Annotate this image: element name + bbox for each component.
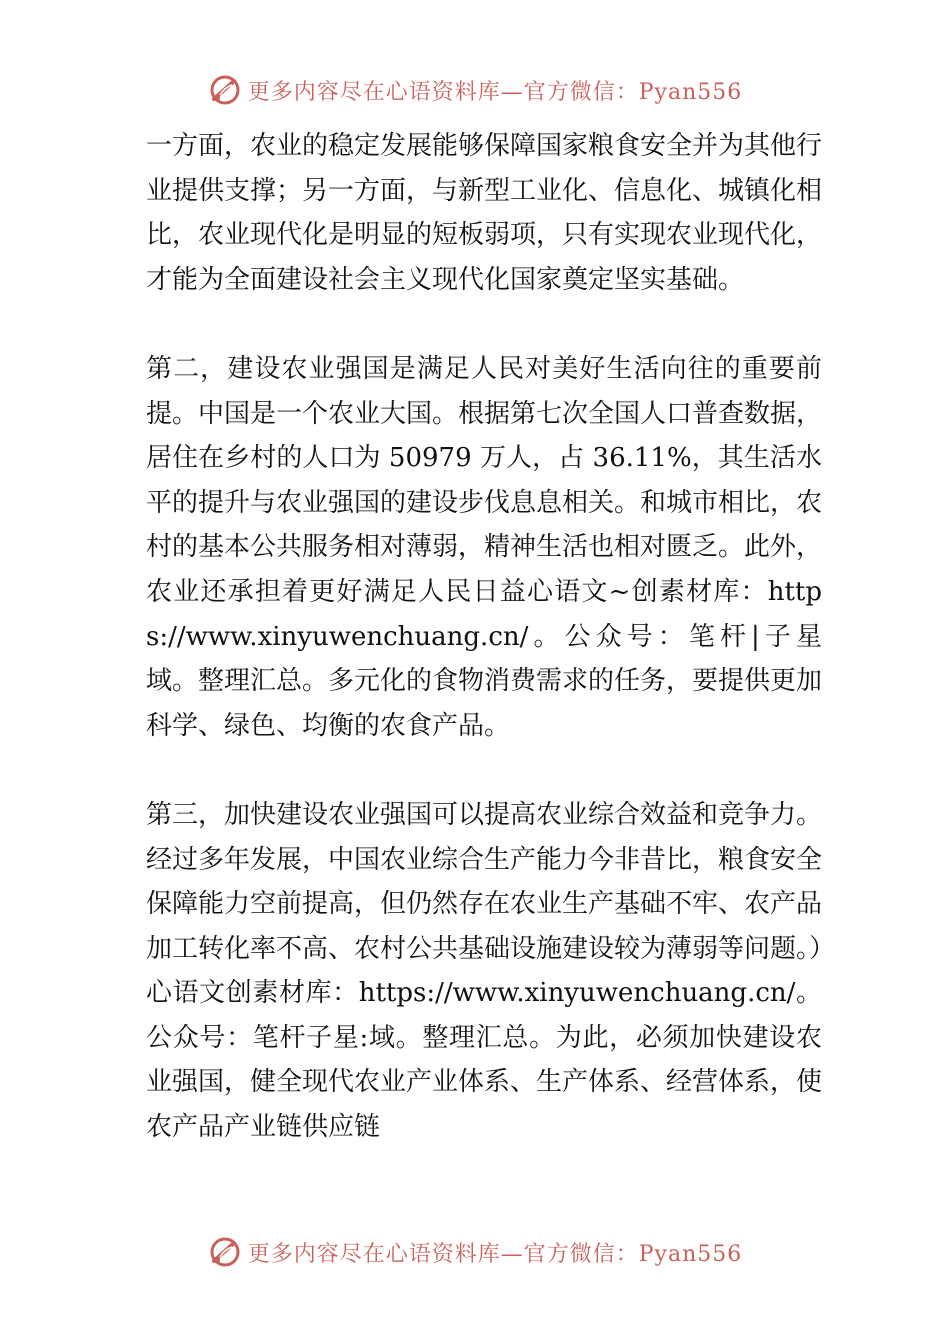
document-body xyxy=(146,124,822,1150)
paragraph-1: 一方面，农业的稳定发展能够保障国家粮食安全并为其他行业提供支撑；另一方面，与新型工业化、信息化、城镇化相比，农业现代化是明显的短板弱项，只有实现农业现代化，才能为全面建设社会主义现代化国家奠定坚实基础。 xyxy=(146,131,823,295)
header-banner-text: 更多内容尽在心语资料库—官方微信：Pyan556 xyxy=(247,79,743,105)
header-banner xyxy=(0,68,950,112)
footer-banner-text: 更多内容尽在心语资料库—官方微信：Pyan556 xyxy=(247,1241,743,1267)
paragraph-spacer xyxy=(146,748,822,793)
brush-seal-logo-icon xyxy=(208,1235,242,1269)
paragraph-spacer xyxy=(146,302,822,347)
footer-banner xyxy=(0,1230,950,1274)
paragraph-2: 第二，建设农业强国是满足人民对美好生活向往的重要前提。中国是一个农业大国。根据第七次全国人口普查数据，居住在乡村的人口为 50979 万人，占 36.11%，其生活水平的提升与农业强国的建设步伐息息相关。和城市相比，农村的基本公共服务相对薄弱，精神生活也相对匮乏。此外，农业还承担着更好满足人民日益心语文~创素材库：https://www.xinyuwenchuang.cn/。公众号：笔杆|子星域。整理汇总。多元化的食物消费需求的任务，要提供更加科学、绿色、均衡的农食产品。 xyxy=(146,353,823,741)
brush-seal-logo-icon xyxy=(208,73,242,107)
paragraph-3: 第三，加快建设农业强国可以提高农业综合效益和竞争力。经过多年发展，中国农业综合生产能力今非昔比，粮食安全保障能力空前提高，但仍然存在农业生产基础不牢、农产品加工转化率不高、农村公共基础设施建设较为薄弱等问题。）心语文创素材库：https://www.xinyuwenchuang.cn/。公众号：笔杆子星:域。整理汇总。为此，必须加快建设农业强国，健全现代农业产业体系、生产体系、经营体系，使农产品产业链供应链 xyxy=(146,799,823,1143)
